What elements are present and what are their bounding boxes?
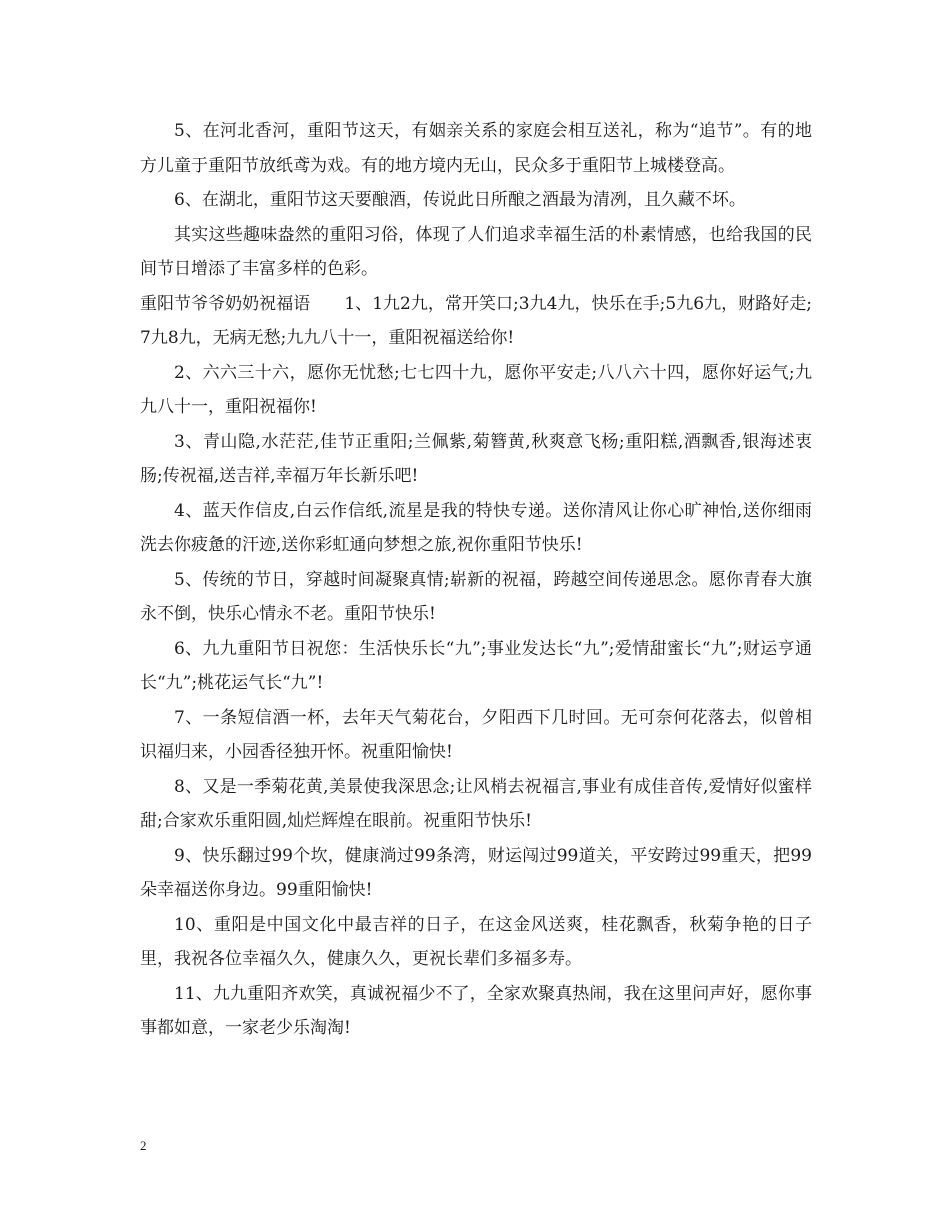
paragraph-blessing-1: 重阳节爷爷奶奶祝福语 1、1九2九，常开笑口;3九4九，快乐在手;5九6九，财路好走;7九8九，无病无愁;九九八十一，重阳祝福送给你! [140, 293, 812, 348]
paragraph-blessing-5: 5、传统的节日，穿越时间凝聚真情;崭新的祝福，跨越空间传递思念。愿你青春大旗永不倒，快乐心情永不老。重阳节快乐! [140, 569, 812, 624]
page-number: 2 [140, 1138, 147, 1153]
paragraph-summary: 其实这些趣味盎然的重阳习俗，体现了人们追求幸福生活的朴素情感，也给我国的民间节日增添了丰富多样的色彩。 [140, 224, 812, 279]
paragraph-blessing-8: 8、又是一季菊花黄,美景使我深思念;让风梢去祝福言,事业有成佳音传,爱情好似蜜样甜;合家欢乐重阳圆,灿烂辉煌在眼前。祝重阳节快乐! [140, 776, 812, 831]
document-body [140, 114, 812, 1046]
paragraph-blessing-4: 4、蓝天作信皮,白云作信纸,流星是我的特快专递。送你清风让你心旷神怡,送你细雨洗去你疲惫的汗迹,送你彩虹通向梦想之旅,祝你重阳节快乐! [140, 500, 812, 555]
paragraph-blessing-3: 3、青山隐,水茫茫,佳节正重阳;兰佩紫,菊簪黄,秋爽意飞杨;重阳糕,酒飘香,银海述衷肠;传祝福,送吉祥,幸福万年长新乐吧! [140, 431, 812, 486]
paragraph-blessing-9: 9、快乐翻过99个坎，健康淌过99条湾，财运闯过99道关，平安跨过99重天，把99朵幸福送你身边。99重阳愉快! [140, 845, 812, 900]
paragraph-blessing-6: 6、九九重阳节日祝您：生活快乐长“九”;事业发达长“九”;爱情甜蜜长“九”;财运亨通长“九”;桃花运气长“九”! [140, 638, 812, 693]
paragraph-blessing-11: 11、九九重阳齐欢笑，真诚祝福少不了，全家欢聚真热闹，我在这里问声好，愿你事事都如意，一家老少乐淘淘! [140, 983, 812, 1038]
paragraph-blessing-10: 10、重阳是中国文化中最吉祥的日子，在这金风送爽，桂花飘香，秋菊争艳的日子里，我祝各位幸福久久，健康久久，更祝长辈们多福多寿。 [140, 914, 812, 969]
paragraph-hebei-custom: 5、在河北香河，重阳节这天，有姻亲关系的家庭会相互送礼，称为“追节”。有的地方儿童于重阳节放纸鸢为戏。有的地方境内无山，民众多于重阳节上城楼登高。 [140, 121, 812, 176]
paragraph-blessing-7: 7、一条短信酒一杯，去年天气菊花台，夕阳西下几时回。无可奈何花落去，似曾相识福归来，小园香径独开怀。祝重阳愉快! [140, 707, 812, 762]
paragraph-hubei-custom: 6、在湖北，重阳节这天要酿酒，传说此日所酿之酒最为清冽，且久藏不坏。 [174, 190, 746, 210]
paragraph-blessing-2: 2、六六三十六，愿你无忧愁;七七四十九，愿你平安走;八八六十四，愿你好运气;九九八十一，重阳祝福你! [140, 362, 812, 417]
